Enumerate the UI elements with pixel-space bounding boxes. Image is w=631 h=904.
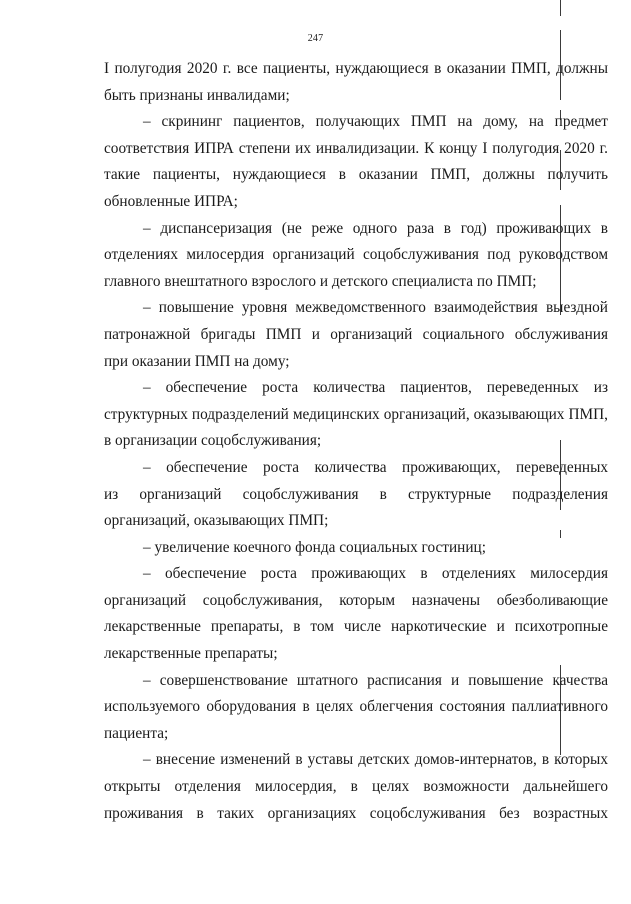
text-line: отделениях милосердия организаций соцобслуживания под руководством xyxy=(104,246,608,264)
text-line: структурных подразделений медицинских организаций, оказывающих ПМП, xyxy=(104,405,608,423)
text-line: – обеспечение роста количества пациентов, переведенных из xyxy=(143,379,608,397)
text-line: быть признаны инвалидами; xyxy=(104,86,290,104)
text-line: организаций соцобслуживания, которым назначены обезболивающие xyxy=(104,591,608,609)
text-line: – диспансеризация (не реже одного раза в год) проживающих в xyxy=(143,219,608,237)
text-line: – совершенствование штатного расписания и повышение качества xyxy=(143,671,608,689)
text-line: – увеличение коечного фонда социальных гостиниц; xyxy=(143,538,486,556)
text-line: – внесение изменений в уставы детских домов-интернатов, в которых xyxy=(143,751,608,769)
text-line: такие пациенты, нуждающиеся в оказании ПМП, должны получить xyxy=(104,166,608,184)
text-line: проживания в таких организациях соцобслуживания без возрастных xyxy=(104,804,608,822)
text-line: лекарственные препараты, в том числе наркотические и психотропные xyxy=(104,618,608,636)
text-line: – обеспечение роста проживающих в отделениях милосердия xyxy=(143,565,608,583)
text-line: пациента; xyxy=(104,724,169,742)
text-line: патронажной бригады ПМП и организаций социального обслуживания xyxy=(104,325,608,343)
text-line: I полугодия 2020 г. все пациенты, нуждающиеся в оказании ПМП, должны xyxy=(104,60,608,77)
text-line: организаций, оказывающих ПМП; xyxy=(104,512,329,530)
text-line: используемого оборудования в целях облегчения состояния паллиативного xyxy=(104,698,608,716)
text-line: при оказании ПМП на дому; xyxy=(104,352,290,370)
document-body xyxy=(104,56,608,827)
text-line: соответствия ИПРА степени их инвалидизации. К концу I полугодия 2020 г. xyxy=(104,139,608,157)
text-line: главного внештатного взрослого и детского специалиста по ПМП; xyxy=(104,272,537,290)
text-line: открыты отделения милосердия, в целях возможности дальнейшего xyxy=(104,778,608,796)
text-line: – повышение уровня межведомственного взаимодействия выездной xyxy=(143,299,608,317)
text-line: обновленные ИПРА; xyxy=(104,192,238,210)
text-line: – обеспечение роста количества проживающих, переведенных xyxy=(143,458,608,476)
page-number: 247 xyxy=(307,33,324,44)
text-line: лекарственные препараты; xyxy=(104,645,278,663)
text-line: из организаций соцобслуживания в структурные подразделения xyxy=(104,485,608,503)
text-line: в организации соцобслуживания; xyxy=(104,432,322,450)
scan-line-artifact xyxy=(560,0,561,16)
text-line: – скрининг пациентов, получающих ПМП на дому, на предмет xyxy=(143,113,608,131)
